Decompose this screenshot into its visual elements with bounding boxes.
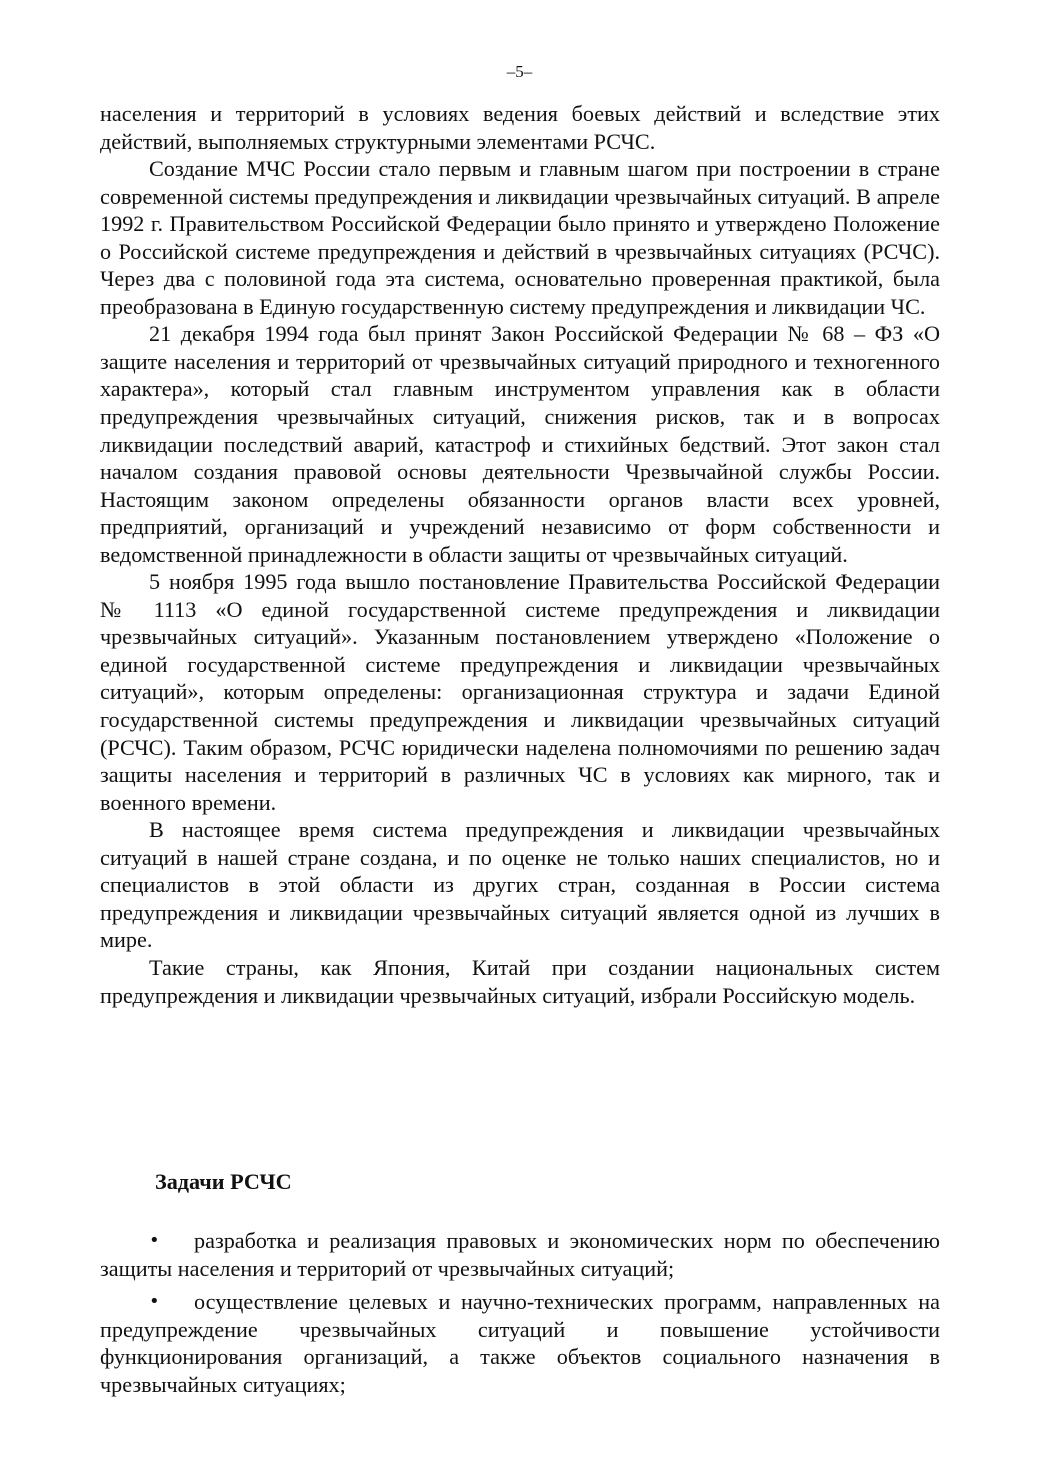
list-item bbox=[100, 1288, 940, 1398]
paragraph: Создание МЧС России стало первым и главным шагом при построении в стране современной системы предупреждения и ликвидации чрезвычайных ситуаций. В апреле 1992 г. Правительством Российской Федерации было принято и утверждено Положение о Российской системе предупреждения и действий в чрезвычайных ситуациях (РСЧС). Через два с половиной года эта система, основательно проверенная практикой, была преобразована в Единую государственную систему предупреждения и ликвидации ЧС. bbox=[100, 156, 940, 319]
paragraph: 5 ноября 1995 года вышло постановление Правительства Российской Федерации № 1113 «О единой государственной системе предупреждения и ликвидации чрезвычайных ситуаций». Указанным постановлением утверждено «Положение о единой государственной системе предупреждения и ликвидации чрезвычайных ситуаций», которым определены: организационная структура и задачи Единой государственной системы предупреждения и ликвидации чрезвычайных ситуаций (РСЧС). Таким образом, РСЧС юридически наделена полномочиями по решению задач защиты населения и территорий в различных ЧС в условиях как мирного, так и военного времени. bbox=[100, 569, 940, 815]
paragraph: 21 декабря 1994 года был принят Закон Российской Федерации № 68 – ФЗ «О защите населения и территорий от чрезвычайных ситуаций природного и техногенного характера», который стал главным инструментом управления как в области предупреждения чрезвычайных ситуаций, снижения рисков, так и в вопросах ликвидации последствий аварий, катастроф и стихийных бедствий. Этот закон стал началом создания правовой основы деятельности Чрезвычайной службы России. Настоящим законом определены обязанности органов власти всех уровней, предприятий, организаций и учреждений независимо от форм собственности и ведомственной принадлежности в области защиты от чрезвычайных ситуаций. bbox=[100, 321, 940, 567]
paragraph: населения и территорий в условиях ведения боевых действий и вследствие этих действий, выполняемых структурными элементами РСЧС. bbox=[100, 101, 940, 154]
tasks-list bbox=[100, 1227, 940, 1404]
paragraph: Такие страны, как Япония, Китай при создании национальных систем предупреждения и ликвидации чрезвычайных ситуаций, избрали Российскую модель. bbox=[100, 954, 940, 1008]
list-item bbox=[100, 1227, 940, 1282]
section-heading: Задачи РСЧС bbox=[155, 1169, 292, 1194]
paragraph: В настоящее время система предупреждения и ликвидации чрезвычайных ситуаций в нашей стране создана, и по оценке не только наших специалистов, но и специалистов в этой области из других стран, созданная в России система предупреждения и ликвидации чрезвычайных ситуаций является одной из лучших в мире. bbox=[100, 817, 940, 953]
page-number: –5– bbox=[506, 62, 533, 81]
list-item-text: разработка и реализация правовых и экономических норм по обеспечению защиты населения и территорий от чрезвычайных ситуаций; bbox=[100, 1228, 940, 1281]
bullet-icon: • bbox=[149, 1230, 160, 1251]
list-item-text: осуществление целевых и научно-технических программ, направленных на предупреждение чрезвычайных ситуаций и повышение устойчивости функционирования организаций, а также объектов социального назначения в чрезвычайных ситуациях; bbox=[100, 1289, 940, 1397]
bullet-icon: • bbox=[149, 1291, 160, 1313]
body-text bbox=[100, 100, 940, 1009]
